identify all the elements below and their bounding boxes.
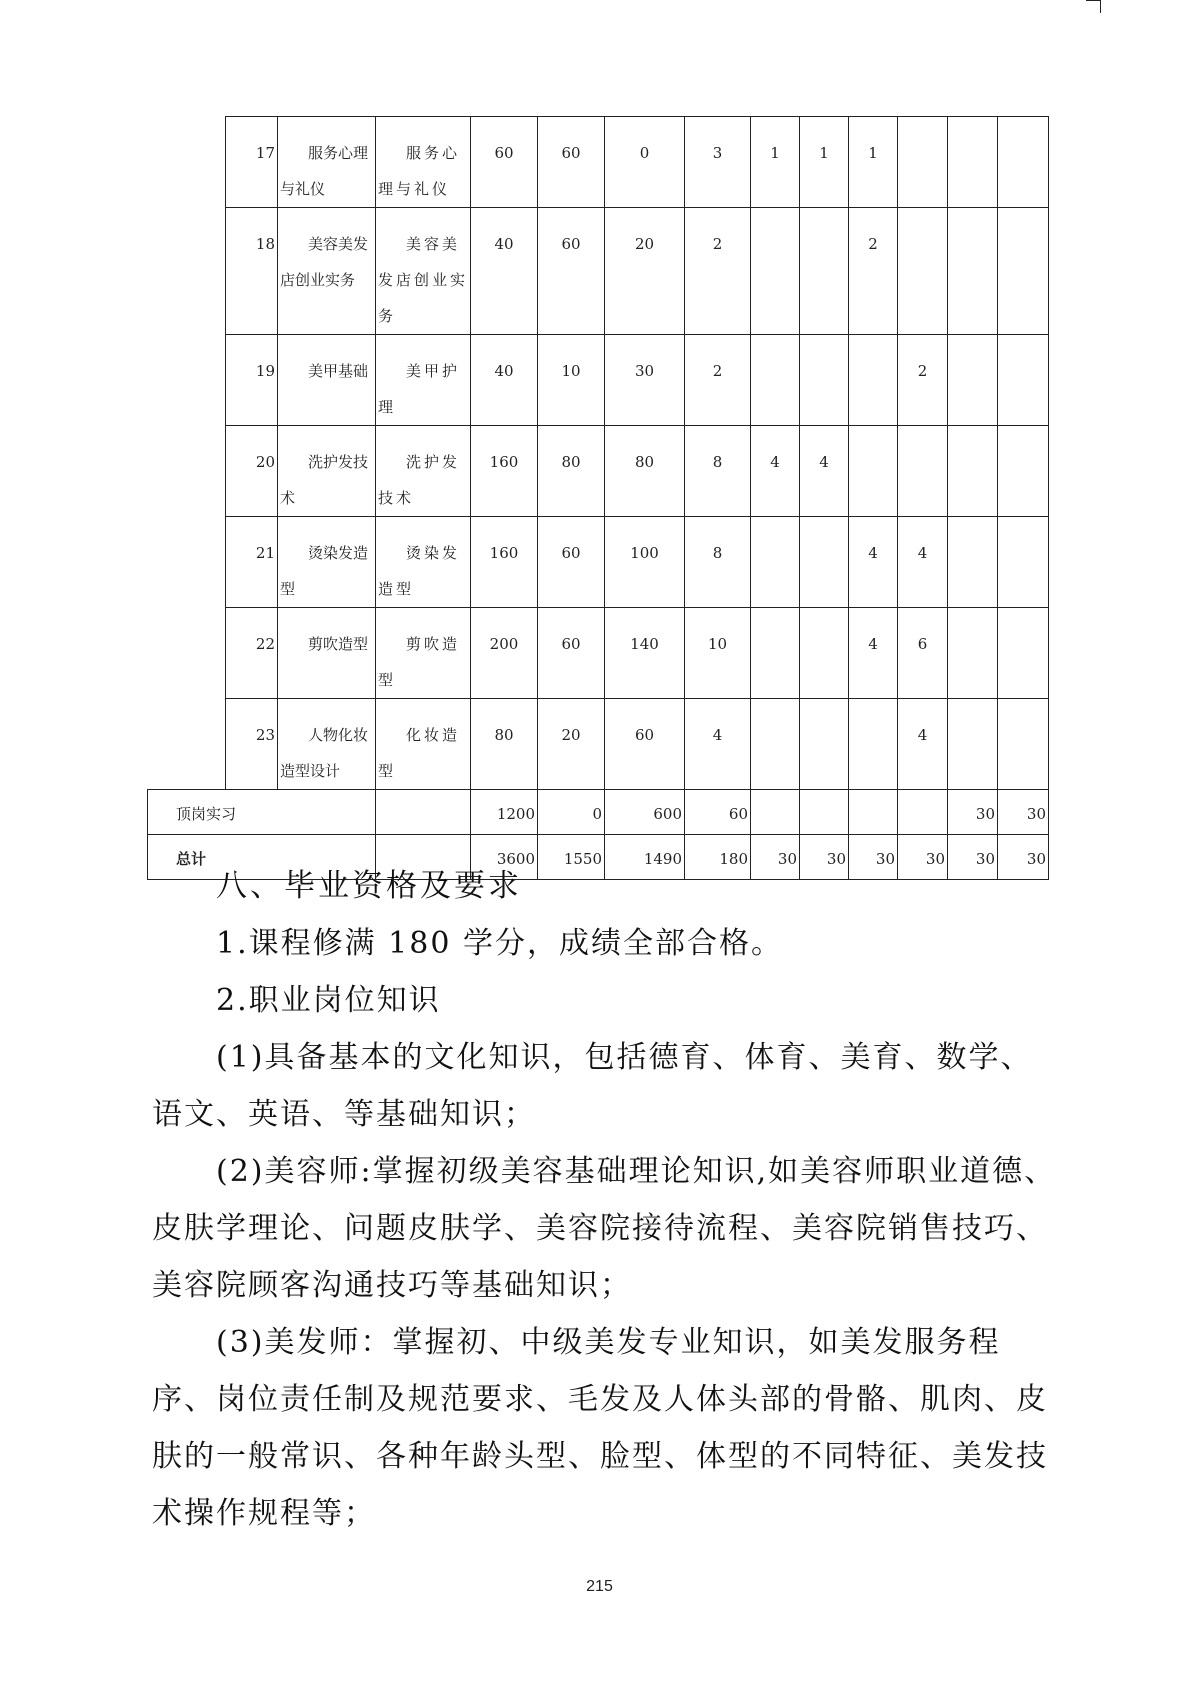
value-cell: 60 — [538, 517, 605, 608]
row-number-cell: 22 — [226, 608, 278, 699]
value-cell — [898, 208, 948, 335]
value-cell — [948, 117, 998, 208]
course-alias-cell: 化妆造型 — [376, 699, 471, 790]
value-cell: 600 — [605, 790, 685, 835]
value-cell — [751, 335, 800, 426]
value-cell: 4 — [751, 426, 800, 517]
value-cell: 160 — [471, 517, 538, 608]
value-cell — [948, 208, 998, 335]
value-cell: 1 — [849, 117, 898, 208]
value-cell — [849, 335, 898, 426]
value-cell — [800, 335, 849, 426]
value-cell: 6 — [898, 608, 948, 699]
crop-corner-mark — [1086, 0, 1101, 13]
paragraph-credits: 1.课程修满 180 学分，成绩全部合格。 — [216, 926, 783, 961]
value-cell — [751, 790, 800, 835]
table-row — [148, 117, 1049, 208]
value-cell — [751, 208, 800, 335]
total-label-cell: 总计 — [148, 835, 376, 880]
value-cell — [849, 426, 898, 517]
table-row — [148, 699, 1049, 790]
value-cell: 2 — [849, 208, 898, 335]
value-cell — [751, 699, 800, 790]
value-cell: 3600 — [471, 835, 538, 880]
value-cell: 2 — [685, 208, 751, 335]
graduation-section — [152, 858, 1057, 1542]
row-number-cell: 23 — [226, 699, 278, 790]
course-alias-cell: 服务心理与礼仪 — [376, 117, 471, 208]
value-cell: 30 — [800, 835, 849, 880]
page-number: 215 — [586, 1578, 613, 1595]
value-cell: 20 — [538, 699, 605, 790]
value-cell: 4 — [898, 517, 948, 608]
internship-row — [148, 790, 1049, 835]
value-cell: 80 — [605, 426, 685, 517]
course-name-cell: 剪吹造型 — [278, 608, 376, 699]
value-cell: 20 — [605, 208, 685, 335]
table-row — [148, 426, 1049, 517]
section-heading: 八、毕业资格及要求 — [216, 868, 522, 904]
value-cell — [998, 608, 1049, 699]
value-cell — [800, 208, 849, 335]
value-cell: 3 — [685, 117, 751, 208]
value-cell: 60 — [538, 208, 605, 335]
value-cell: 30 — [948, 835, 998, 880]
value-cell: 1 — [800, 117, 849, 208]
value-cell — [898, 790, 948, 835]
value-cell — [948, 699, 998, 790]
value-cell: 10 — [685, 608, 751, 699]
course-alias-cell: 洗护发技术 — [376, 426, 471, 517]
value-cell: 30 — [948, 790, 998, 835]
course-name-cell: 人物化妆造型设计 — [278, 699, 376, 790]
value-cell: 30 — [998, 835, 1049, 880]
value-cell — [998, 335, 1049, 426]
value-cell — [751, 608, 800, 699]
value-cell — [898, 117, 948, 208]
value-cell — [800, 517, 849, 608]
value-cell — [948, 335, 998, 426]
value-cell: 1550 — [538, 835, 605, 880]
value-cell: 4 — [849, 517, 898, 608]
value-cell: 40 — [471, 335, 538, 426]
value-cell — [849, 790, 898, 835]
value-cell: 30 — [998, 790, 1049, 835]
empty-cell — [376, 790, 471, 835]
row-number-cell: 17 — [226, 117, 278, 208]
value-cell: 1200 — [471, 790, 538, 835]
blank-cell — [148, 208, 226, 335]
value-cell: 2 — [898, 335, 948, 426]
value-cell: 2 — [685, 335, 751, 426]
value-cell: 60 — [471, 117, 538, 208]
blank-cell — [148, 335, 226, 426]
internship-label-cell: 顶岗实习 — [148, 790, 376, 835]
value-cell: 80 — [471, 699, 538, 790]
course-name-cell: 服务心理与礼仪 — [278, 117, 376, 208]
table-row — [148, 208, 1049, 335]
course-name-cell: 美容美发店创业实务 — [278, 208, 376, 335]
value-cell — [998, 699, 1049, 790]
value-cell — [998, 517, 1049, 608]
course-alias-cell: 剪吹造型 — [376, 608, 471, 699]
paragraph-knowledge-title: 2.职业岗位知识 — [216, 983, 441, 1018]
table-row — [148, 335, 1049, 426]
value-cell: 30 — [751, 835, 800, 880]
course-alias-cell: 美容美发店创业实务 — [376, 208, 471, 335]
value-cell: 30 — [605, 335, 685, 426]
table-row — [148, 517, 1049, 608]
course-name-cell: 美甲基础 — [278, 335, 376, 426]
value-cell: 4 — [800, 426, 849, 517]
value-cell — [998, 208, 1049, 335]
value-cell: 10 — [538, 335, 605, 426]
value-cell: 30 — [898, 835, 948, 880]
blank-cell — [148, 517, 226, 608]
value-cell: 1 — [751, 117, 800, 208]
value-cell — [800, 790, 849, 835]
row-number-cell: 19 — [226, 335, 278, 426]
value-cell: 160 — [471, 426, 538, 517]
value-cell — [948, 608, 998, 699]
value-cell: 100 — [605, 517, 685, 608]
course-alias-cell: 美甲护理 — [376, 335, 471, 426]
value-cell: 140 — [605, 608, 685, 699]
value-cell: 60 — [538, 117, 605, 208]
row-number-cell: 18 — [226, 208, 278, 335]
value-cell — [998, 426, 1049, 517]
value-cell — [898, 426, 948, 517]
value-cell: 30 — [849, 835, 898, 880]
value-cell: 80 — [538, 426, 605, 517]
value-cell — [948, 426, 998, 517]
value-cell: 8 — [685, 426, 751, 517]
course-name-cell: 烫染发造型 — [278, 517, 376, 608]
value-cell: 0 — [538, 790, 605, 835]
blank-cell — [148, 699, 226, 790]
value-cell: 4 — [685, 699, 751, 790]
value-cell: 200 — [471, 608, 538, 699]
value-cell — [751, 517, 800, 608]
value-cell: 8 — [685, 517, 751, 608]
row-number-cell: 21 — [226, 517, 278, 608]
value-cell — [998, 117, 1049, 208]
course-table — [147, 116, 1049, 880]
value-cell — [800, 608, 849, 699]
value-cell: 40 — [471, 208, 538, 335]
blank-cell — [148, 608, 226, 699]
paragraph-culture: (1)具备基本的文化知识，包括德育、体育、美育、数学、语文、英语、等基础知识； — [152, 1040, 1033, 1132]
value-cell: 60 — [605, 699, 685, 790]
value-cell: 0 — [605, 117, 685, 208]
value-cell: 4 — [849, 608, 898, 699]
value-cell: 180 — [685, 835, 751, 880]
value-cell: 60 — [685, 790, 751, 835]
value-cell — [948, 517, 998, 608]
blank-cell — [148, 426, 226, 517]
blank-cell — [148, 117, 226, 208]
value-cell — [849, 699, 898, 790]
paragraph-beautician: (2)美容师:掌握初级美容基础理论知识,如美容师职业道德、皮肤学理论、问题皮肤学、美容院接待流程、美容院销售技巧、美容院顾客沟通技巧等基础知识； — [152, 1154, 1057, 1303]
paragraph-hairdresser: (3)美发师：掌握初、中级美发专业知识，如美发服务程序、岗位责任制及规范要求、毛发及人体头部的骨骼、肌肉、皮肤的一般常识、各种年龄头型、脸型、体型的不同特征、美发技术操作规程等； — [152, 1325, 1048, 1531]
value-cell: 60 — [538, 608, 605, 699]
course-name-cell: 洗护发技术 — [278, 426, 376, 517]
table-row — [148, 608, 1049, 699]
value-cell: 4 — [898, 699, 948, 790]
value-cell: 1490 — [605, 835, 685, 880]
value-cell — [800, 699, 849, 790]
course-alias-cell: 烫染发造型 — [376, 517, 471, 608]
row-number-cell: 20 — [226, 426, 278, 517]
